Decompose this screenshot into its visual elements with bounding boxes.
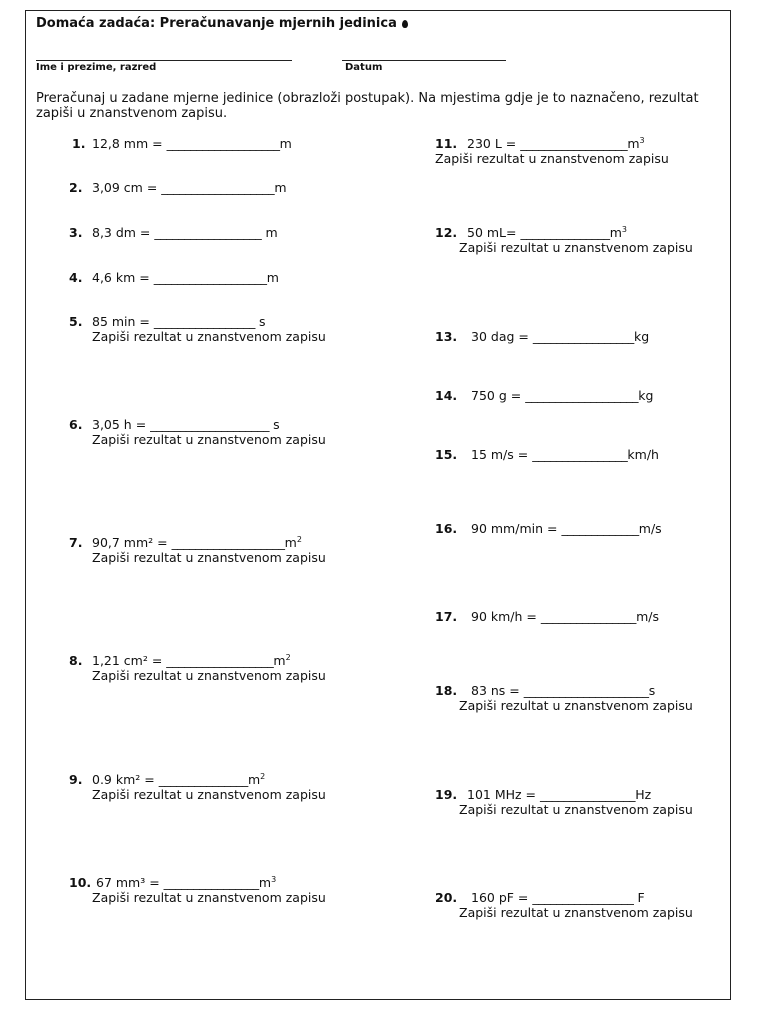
task-unit: m — [247, 772, 261, 787]
answer-blank[interactable]: __________________ — [154, 225, 262, 240]
task-number: 17. — [435, 609, 458, 624]
unit-exponent: 2 — [260, 772, 266, 781]
unit-exponent: 3 — [639, 136, 645, 145]
instructions: Preračunaj u zadane mjerne jedinice (obrazloži postupak). Na mjestima gdje je to naznačeno, rezultat zapiši u znanstvenom zapisu. — [36, 91, 699, 121]
scientific-notation-note: Zapiši rezultat u znanstvenom zapisu — [459, 905, 693, 920]
task-13 — [435, 329, 649, 344]
answer-blank[interactable]: _____________ — [561, 521, 639, 536]
task-expression: 1,21 cm² = — [92, 653, 167, 668]
scientific-notation-note: Zapiši rezultat u znanstvenom zapisu — [459, 802, 693, 817]
task-9 — [69, 772, 326, 802]
task-expression: 50 mL= — [467, 225, 521, 240]
task-expression: 0.9 km² = — [92, 772, 159, 787]
task-expression: 85 min = — [92, 314, 154, 329]
scientific-notation-note: Zapiši rezultat u znanstvenom zapisu — [459, 698, 693, 713]
task-unit: m — [266, 270, 279, 285]
task-expression: 15 m/s = — [471, 447, 533, 462]
task-unit: km/h — [627, 447, 659, 462]
task-unit: m — [274, 180, 287, 195]
task-expression: 90 mm/min = — [471, 521, 562, 536]
task-19 — [435, 787, 693, 817]
task-number: 14. — [435, 388, 458, 403]
task-unit: m — [609, 225, 622, 240]
answer-blank[interactable]: ________________ — [540, 787, 636, 802]
task-number: 4. — [69, 270, 83, 285]
scientific-notation-note: Zapiši rezultat u znanstvenom zapisu — [92, 890, 326, 905]
task-expression: 12,8 mm = — [92, 136, 167, 151]
task-number: 10. — [69, 875, 92, 890]
task-number: 18. — [435, 683, 458, 698]
task-unit: s — [648, 683, 656, 698]
answer-blank[interactable]: ___________________ — [153, 270, 267, 285]
answer-blank[interactable]: ________________ — [540, 609, 637, 624]
name-field-label: Ime i prezime, razred — [36, 62, 157, 73]
task-unit: m — [627, 136, 640, 151]
unit-exponent: 3 — [621, 225, 628, 234]
task-expression: 230 L = — [467, 136, 521, 151]
task-unit: kg — [634, 329, 650, 344]
answer-blank[interactable]: _______________ — [520, 225, 610, 240]
task-unit: m — [273, 653, 286, 668]
task-expression: 4,6 km = — [92, 270, 154, 285]
task-unit: kg — [638, 388, 654, 403]
scientific-notation-note: Zapiši rezultat u znanstvenom zapisu — [459, 240, 693, 255]
scientific-notation-note: Zapiši rezultat u znanstvenom zapisu — [92, 668, 326, 683]
task-number: 7. — [69, 535, 83, 550]
answer-blank[interactable]: __________________ — [520, 136, 628, 151]
task-unit: Hz — [635, 787, 652, 802]
task-unit: m — [279, 136, 292, 151]
task-expression: 8,3 dm = — [92, 225, 155, 240]
answer-blank[interactable]: _________________ — [532, 890, 634, 905]
task-unit: s — [255, 314, 266, 329]
drop-icon — [402, 20, 408, 28]
task-4 — [69, 270, 279, 285]
task-number: 8. — [69, 653, 83, 668]
task-expression: 101 MHz = — [467, 787, 540, 802]
task-number: 5. — [69, 314, 83, 329]
task-unit: m/s — [636, 609, 659, 624]
task-unit: m — [258, 875, 272, 890]
task-number: 11. — [435, 136, 458, 151]
task-number: 16. — [435, 521, 458, 536]
task-number: 3. — [69, 225, 83, 240]
task-14 — [435, 388, 653, 403]
task-20 — [435, 890, 693, 920]
task-expression: 83 ns = — [471, 683, 524, 698]
unit-exponent: 3 — [271, 875, 277, 884]
task-6 — [69, 417, 326, 447]
task-expression: 90,7 mm² = — [92, 535, 172, 550]
answer-blank[interactable]: _____________________ — [523, 683, 649, 698]
task-expression: 90 km/h = — [471, 609, 541, 624]
answer-blank[interactable]: ___________________ — [171, 535, 285, 550]
task-number: 2. — [69, 180, 83, 195]
scientific-notation-note: Zapiši rezultat u znanstvenom zapisu — [92, 432, 326, 447]
task-expression: 160 pF = — [471, 890, 533, 905]
task-expression: 67 mm³ = — [96, 875, 164, 890]
task-expression: 30 dag = — [471, 329, 533, 344]
answer-blank[interactable]: ___________________ — [166, 136, 280, 151]
answer-blank[interactable]: ________________ — [163, 875, 259, 890]
task-expression: 3,05 h = — [92, 417, 151, 432]
task-7 — [69, 535, 326, 565]
task-number: 1. — [72, 136, 86, 151]
task-16 — [435, 521, 662, 536]
task-number: 20. — [435, 890, 458, 905]
answer-blank[interactable]: ___________________ — [161, 180, 275, 195]
task-1 — [72, 136, 292, 151]
date-field-label: Datum — [345, 62, 383, 73]
page-title: Domaća zadaća: Preračunavanje mjernih jedinica — [36, 16, 408, 31]
scientific-notation-note: Zapiši rezultat u znanstvenom zapisu — [92, 329, 326, 344]
task-10 — [69, 875, 326, 905]
task-number: 13. — [435, 329, 458, 344]
task-unit: s — [269, 417, 280, 432]
answer-blank[interactable]: ____________________ — [150, 417, 270, 432]
answer-blank[interactable]: __________________ — [166, 653, 274, 668]
task-5 — [69, 314, 326, 344]
answer-blank[interactable]: _______________ — [158, 772, 248, 787]
task-12 — [435, 225, 693, 255]
scientific-notation-note: Zapiši rezultat u znanstvenom zapisu — [92, 787, 326, 802]
task-unit: m — [261, 225, 278, 240]
task-8 — [69, 653, 326, 683]
task-15 — [435, 447, 659, 462]
name-field-line[interactable] — [36, 60, 292, 61]
task-18 — [435, 683, 693, 713]
answer-blank[interactable]: ________________ — [532, 447, 628, 462]
task-3 — [69, 225, 278, 240]
task-number: 15. — [435, 447, 458, 462]
task-number: 9. — [69, 772, 83, 787]
task-number: 6. — [69, 417, 83, 432]
task-unit: m/s — [638, 521, 662, 536]
date-field-line[interactable] — [342, 60, 506, 61]
task-11 — [435, 136, 669, 166]
task-expression: 750 g = — [471, 388, 526, 403]
task-number: 19. — [435, 787, 458, 802]
task-unit: m — [284, 535, 297, 550]
task-17 — [435, 609, 659, 624]
task-number: 12. — [435, 225, 458, 240]
answer-blank[interactable]: _________________ — [532, 329, 634, 344]
answer-blank[interactable]: ___________________ — [525, 388, 639, 403]
task-expression: 3,09 cm = — [92, 180, 162, 195]
unit-exponent: 2 — [296, 535, 302, 544]
scientific-notation-note: Zapiši rezultat u znanstvenom zapisu — [435, 151, 669, 166]
answer-blank[interactable]: _________________ — [153, 314, 256, 329]
task-unit: F — [633, 890, 645, 905]
task-2 — [69, 180, 287, 195]
scientific-notation-note: Zapiši rezultat u znanstvenom zapisu — [92, 550, 326, 565]
unit-exponent: 2 — [285, 653, 291, 662]
